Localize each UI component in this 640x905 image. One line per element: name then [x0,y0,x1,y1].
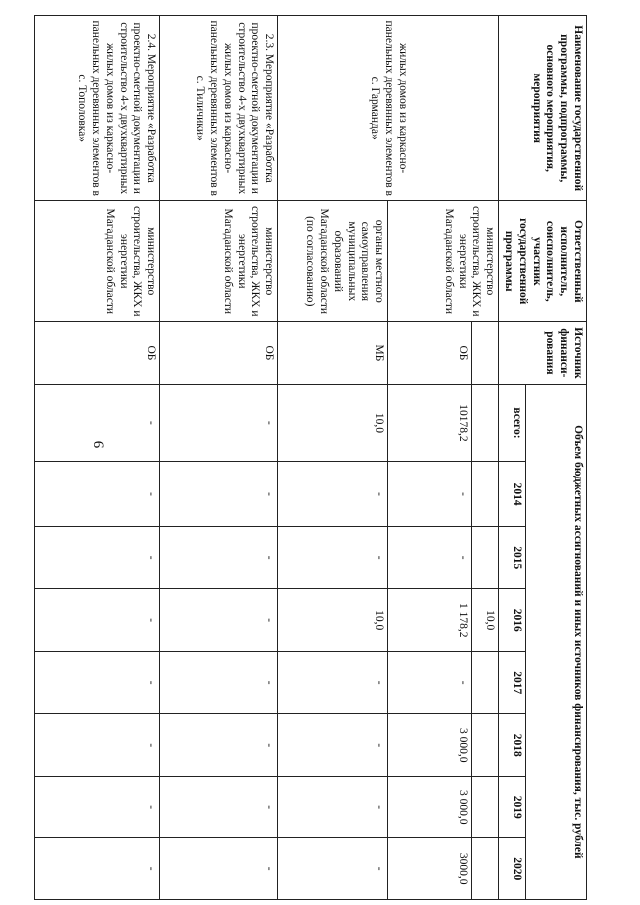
value-cell [472,714,499,777]
value-cell [472,838,499,900]
source-cell: ОБ [35,322,160,385]
header-year-2017: 2017 [499,651,526,714]
value-cell: - [35,526,160,589]
header-responsible: Ответственный исполнитель, соисполнитель, участник государственной программы [499,201,587,322]
value-cell: - [35,384,160,462]
page-number: 9 [91,440,108,449]
value-cell: - [160,651,278,714]
program-name-cell: жилых домов из каркасно-панельных деревянных элементов в с. Гарманда» [278,16,499,201]
value-cell: - [35,714,160,777]
header-name: Наименование государственной программы, подпрограммы, основного мероприятия, мероприятия [499,16,587,201]
rotated-table-wrapper [57,15,587,900]
value-cell: - [388,526,472,589]
header-year-2019: 2019 [499,777,526,838]
header-row-1 [525,16,586,900]
value-cell: 10,0 [278,589,388,652]
value-cell: - [35,462,160,527]
header-year-2018: 2018 [499,714,526,777]
value-cell: - [278,838,388,900]
value-cell: - [388,462,472,527]
value-cell: 3000,0 [388,838,472,900]
value-cell: 1 178,2 [388,589,472,652]
value-cell: - [35,777,160,838]
header-year-2016: 2016 [499,589,526,652]
header-year-2015: 2015 [499,526,526,589]
value-cell: - [160,462,278,527]
value-cell: - [388,651,472,714]
value-cell: - [160,777,278,838]
value-cell [472,462,499,527]
value-cell [472,526,499,589]
value-cell: 3 000,0 [388,777,472,838]
value-cell: - [278,462,388,527]
value-cell: - [35,651,160,714]
value-cell: - [160,714,278,777]
header-year-2014: 2014 [499,462,526,527]
header-source: Источник финанси-рования [499,322,587,385]
table-row [35,16,160,900]
table-row [160,16,278,900]
value-cell: 10,0 [472,589,499,652]
value-cell [472,777,499,838]
source-cell: ОБ [160,322,278,385]
financing-table [34,15,587,900]
program-name-cell: 2.4. Мероприятие «Разработка проектно-сметной документации и строительство 4-х двухквартирных жилых домов из каркасно-панельных деревянных элементов в с. Тополовка» [35,16,160,201]
table-row [472,16,499,900]
header-year-2020: 2020 [499,838,526,900]
value-cell: - [278,526,388,589]
responsible-cell: министерство строительства, ЖКХ и энергетики Магаданской области [388,201,499,322]
value-cell: - [160,838,278,900]
value-cell: - [35,838,160,900]
program-name-cell: 2.3. Мероприятие «Разработка проектно-сметной документации и строительство 4-х двухквартирных жилых домов из каркасно-панельных деревянных элементов в с. Тиличики» [160,16,278,201]
value-cell: 10178,2 [388,384,472,462]
value-cell [472,651,499,714]
value-cell: - [160,526,278,589]
source-cell [472,322,499,385]
header-volume: Объем бюджетных ассигнований и иных источников финансирования, тыс. рублей [525,384,586,899]
value-cell: - [160,384,278,462]
source-cell: МБ [278,322,388,385]
header-year-total: всего: [499,384,526,462]
value-cell: 3 000,0 [388,714,472,777]
value-cell: - [278,777,388,838]
value-cell: - [278,714,388,777]
value-cell: - [278,651,388,714]
responsible-cell: органы местного самоуправления муниципальных образований Магаданской области (по согласованию) [278,201,388,322]
value-cell: - [160,589,278,652]
responsible-cell: министерство строительства, ЖКХ и энергетики Магаданской области [35,201,160,322]
value-cell: 10,0 [278,384,388,462]
source-cell: ОБ [388,322,472,385]
responsible-cell: министерство строительства, ЖКХ и энергетики Магаданской области [160,201,278,322]
value-cell: - [35,589,160,652]
value-cell [472,384,499,462]
